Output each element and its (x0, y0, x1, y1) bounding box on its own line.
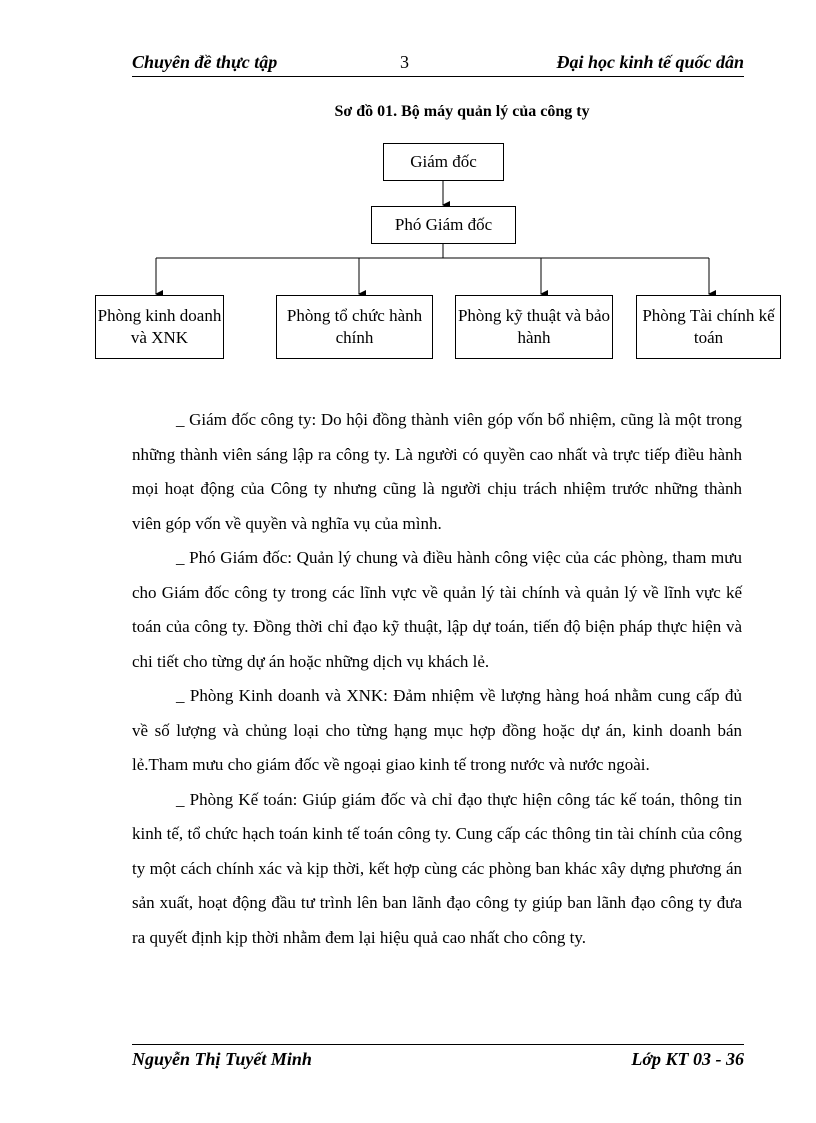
header-left: Chuyên đề thực tập (132, 52, 278, 72)
paragraph-director: _ Giám đốc công ty: Do hội đồng thành viên góp vốn bổ nhiệm, cũng là một trong những thành viên sáng lập ra công ty. Là người có quyền cao nhất và trực tiếp điều hành mọi hoạt động của Công ty nhưng cũng là người chịu trách nhiệm trước những thành viên góp vốn về quyền và nghĩa vụ của mình. (132, 410, 742, 533)
paragraph-deputy: _ Phó Giám đốc: Quản lý chung và điều hành công việc của các phòng, tham mưu cho Giám đốc công ty trong các lĩnh vực về quản lý tài chính và quản lý về lĩnh vực kế toán của công ty. Đồng thời chỉ đạo kỹ thuật, lập dự toán, tiến độ biện pháp thực hiện và chi tiết cho từng dự án hoặc những dịch vụ khách lẻ. (132, 548, 742, 671)
paragraph-business: _ Phòng Kinh doanh và XNK: Đảm nhiệm về lượng hàng hoá nhằm cung cấp đủ về số lượng và chủng loại cho từng hạng mục hợp đồng hoặc dự án, kinh doanh bán lẻ.Tham mưu cho giám đốc về ngoại giao kinh tế trong nước và nước ngoài. (132, 686, 742, 774)
diagram-title: Sơ đồ 01. Bộ máy quản lý của công ty (334, 103, 590, 120)
page-footer (132, 1044, 744, 1075)
box-dept-admin: Phòng tổ chức hành chính (276, 295, 433, 359)
footer-class: Lớp KT 03 - 36 (631, 1049, 744, 1069)
paragraph-accounting: _ Phòng Kế toán: Giúp giám đốc và chỉ đạo thực hiện công tác kế toán, thông tin kinh tế, tổ chức hạch toán kinh tế toán công ty. Cung cấp các thông tin tài chính của công ty một cách chính xác và kịp thời, kết hợp cùng các phòng ban khác xây dựng phương án sản xuất, hoạt động đầu tư trình lên ban lãnh đạo công ty giúp ban lãnh đạo công ty đưa ra quyết định kịp thời nhằm đem lại hiệu quả cao nhất cho công ty. (132, 789, 742, 947)
body-text (132, 403, 742, 955)
footer-author: Nguyễn Thị Tuyết Minh (132, 1049, 312, 1069)
box-dept-technical: Phòng kỹ thuật và bảo hành (455, 295, 613, 359)
box-dept-business: Phòng kinh doanh và XNK (95, 295, 224, 359)
page-number: 3 (400, 52, 409, 72)
box-dept-finance: Phòng Tài chính kế toán (636, 295, 781, 359)
box-deputy-director: Phó Giám đốc (371, 206, 516, 244)
header-right: Đại học kinh tế quốc dân (556, 52, 744, 72)
box-director: Giám đốc (383, 143, 504, 181)
